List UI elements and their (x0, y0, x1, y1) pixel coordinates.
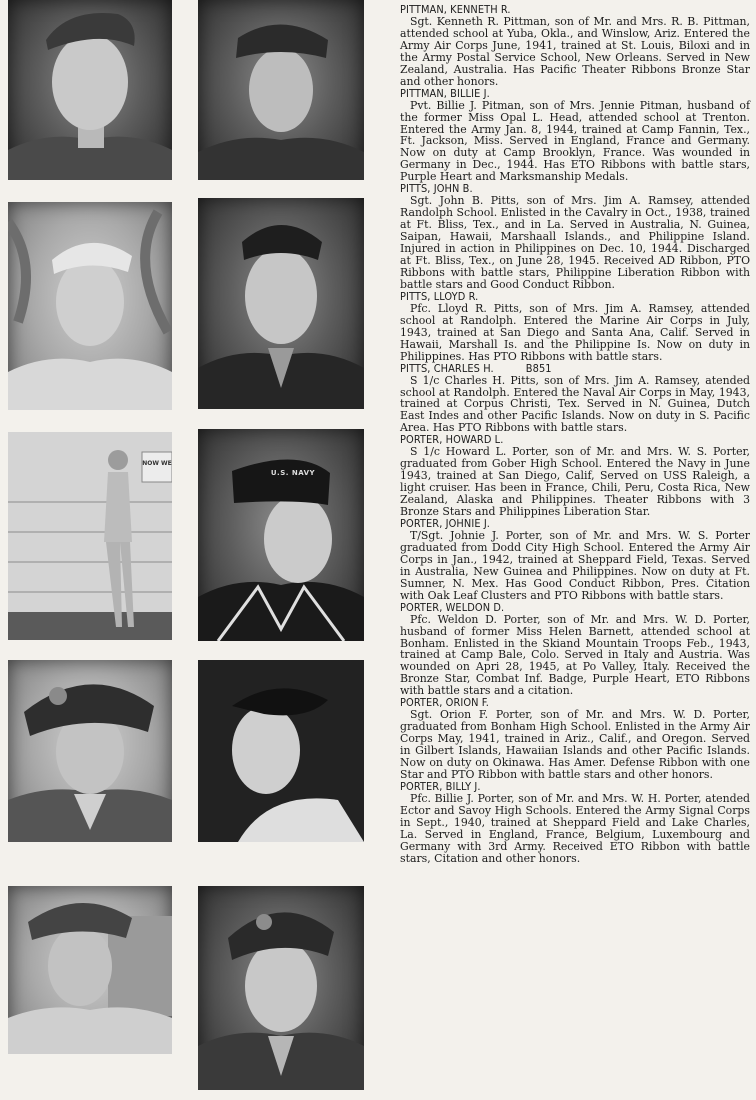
portrait-photo-porter-orion (8, 886, 172, 1054)
entry-text: Pfc. Lloyd R. Pitts, son of Mrs. Jim A. Ramsey, attended school at Randolph. Entered the Marine Air Corps in July, 1943, trained at San Diego and Santa Ana, Calif. Served in Hawaii, Marshall Is. and the Philippine Is. Now on duty in Philippines. Has PTO Ribbons with battle stars. (400, 301, 750, 363)
entry-name: PORTER, JOHNIE J. (400, 516, 491, 530)
portrait-photo-porter-johnie (8, 660, 172, 842)
portrait-photo-porter-weldon (198, 660, 364, 842)
entry-pitts-charles (400, 363, 750, 435)
entry-name: PITTMAN, BILLIE J. (400, 86, 490, 100)
entry-text: T/Sgt. Johnie J. Porter, son of Mr. and Mrs. W. S. Porter graduated from Dodd City High School. Entered the Army Air Corps in Jan., 1942, trained at Sheppard Field, Texas. Served in Australia, New Guinea and Philippines. Now on duty at Ft. Sumner, N. Mex. Has Good Conduct Ribbon, Pres. Citation with Oak Leaf Clusters and PTO Ribbons with battle stars. (400, 528, 750, 602)
portrait-photo-porter-billy (198, 886, 364, 1090)
entry-name: PITTS, CHARLES H. B851 (400, 361, 552, 375)
entry-name: PORTER, HOWARD L. (400, 433, 504, 447)
entry-porter-orion (400, 697, 750, 781)
entry-name: PORTER, BILLY J. (400, 779, 481, 793)
portrait-photo-porter-howard (198, 429, 364, 641)
entry-text: Sgt. Orion F. Porter, son of Mr. and Mrs. W. D. Porter, graduated from Bonham High School. Enlisted in the Army Air Corps May, 1941, trained in Ariz., Calif., and Oregon. Served in Gilbert Islands, Hawaiian Islands and other Pacific Islands. Now on duty on Okinawa. Has Amer. Defense Ribbon with one Star and PTO Ribbon with battle stars and other honors. (400, 708, 750, 781)
entry-porter-johnie (400, 518, 750, 602)
entry-pitts-john (400, 183, 750, 291)
entry-pittman-kenneth (400, 4, 750, 88)
building-sign-text: NOW WE (142, 460, 172, 467)
entry-text: Sgt. Kenneth R. Pittman, son of Mr. and Mrs. R. B. Pittman, attended school at Yuba, Okla., and Winslow, Ariz. Entered the Army Air Corps June, 1941, trained at St. Louis, Biloxi and in the Army Postal Service School, New Orleans. Served in New Zealand, Australia. Has Pacific Theater Ribbons Bronze Star and other honors. (400, 14, 750, 88)
entry-name: PORTER, ORION F. (400, 696, 489, 710)
navy-cap-text: U.S. NAVY (270, 469, 316, 477)
entry-porter-howard (400, 434, 750, 518)
entry-text: S 1/c Howard L. Porter, son of Mr. and Mrs. W. S. Porter, graduated from Gober High School. Entered the Navy in June 1943, trained at San Diego, Calif, Served on USS Raleigh, a light cruiser. Has been in France, Chili, Peru, Costa Rica, New Zealand, Alaska and Philippines. Theater Ribbons with 3 Bronze Stars and Philippines Liberation Star. (400, 445, 750, 519)
snapshot-photo-pitts-charles (8, 432, 172, 640)
entry-text: Sgt. John B. Pitts, son of Mrs. Jim A. Ramsey, attended Randolph School. Enlisted in the Cavalry in Oct., 1938, trained at Ft. Bliss, Tex., and in La. Served in Australia, N. Guinea, Saipan, Hawaii, Marshaall Islands., and Philippine Island. Injured in action in Philippines on Dec. 10, 1944. Discharged at Ft. Bliss, Tex., on June 28, 1945. Received AD Ribbon, PTO Ribbons with battle stars, Philippine Liberation Ribbon with battle stars and Good Conduct Ribbon. (400, 194, 750, 291)
portrait-photo-pittman-kenneth (8, 0, 172, 180)
entry-name: PITTMAN, KENNETH R. (400, 3, 511, 16)
entry-text: S 1/c Charles H. Pitts, son of Mrs. Jim A. Ramsey, atended school at Randolph. Entered the Naval Air Corps in May, 1943, trained at Corpus Christi, Tex. Served in N. Guinea, Dutch East Indes and other Pacific Islands. Now on duty in S. Pacific Area. Has PTO Ribbons with battle stars. (400, 373, 750, 435)
biography-column (400, 4, 750, 865)
entry-text: Pfc. Billie J. Porter, son of Mr. and Mrs. W. H. Porter, atended Ector and Savoy High Schools. Entered the Army Signal Corps in Sept., 1940, trained at Sheppard Field and Lake Charles, La. Served in England, France, Belgium, Luxembourg and Germany with 3rd Army. Received ETO Ribbon with battle stars, Citation and other honors. (400, 791, 750, 865)
entry-porter-billy (400, 781, 750, 865)
entry-name: PITTS, JOHN B. (400, 182, 473, 196)
entry-text: Pvt. Billie J. Pitman, son of Mrs. Jennie Pitman, husband of the former Miss Opal L. Head, attended school at Trenton. Entered the Army Jan. 8, 1944, trained at Camp Fannin, Tex., Ft. Jackson, Miss. Served in England, France and Germany. Now on duty at Camp Brooklyn, France. Was wounded in Germany in Dec., 1944. Has ETO Ribbons with battle stars, Purple Heart and Marksmanship Medals. (400, 98, 750, 184)
entry-text: Pfc. Weldon D. Porter, son of Mr. and Mrs. W. D. Porter, husband of former Miss Helen Barnett, attended school at Bonham. Enlisted in the Skiand Mountain Troops Feb., 1943, trained at Camp Bale, Colo. Served in Italy and Austria. Was wounded on Apri 28, 1945, at Po Valley, Italy. Received the Bronze Star, Combat Inf. Badge, Purple Heart, ETO Ribbons with battle stars and a citation. (400, 612, 750, 698)
entry-pittman-billie (400, 88, 750, 184)
entry-pitts-lloyd (400, 291, 750, 363)
portrait-photo-pitts-lloyd (198, 198, 364, 409)
portrait-photo-pitts-john (8, 202, 172, 410)
entry-name: PITTS, LLOYD R. (400, 289, 479, 303)
portrait-photo-pittman-billie (198, 0, 364, 180)
entry-porter-weldon (400, 602, 750, 698)
entry-name: PORTER, WELDON D. (400, 600, 505, 614)
